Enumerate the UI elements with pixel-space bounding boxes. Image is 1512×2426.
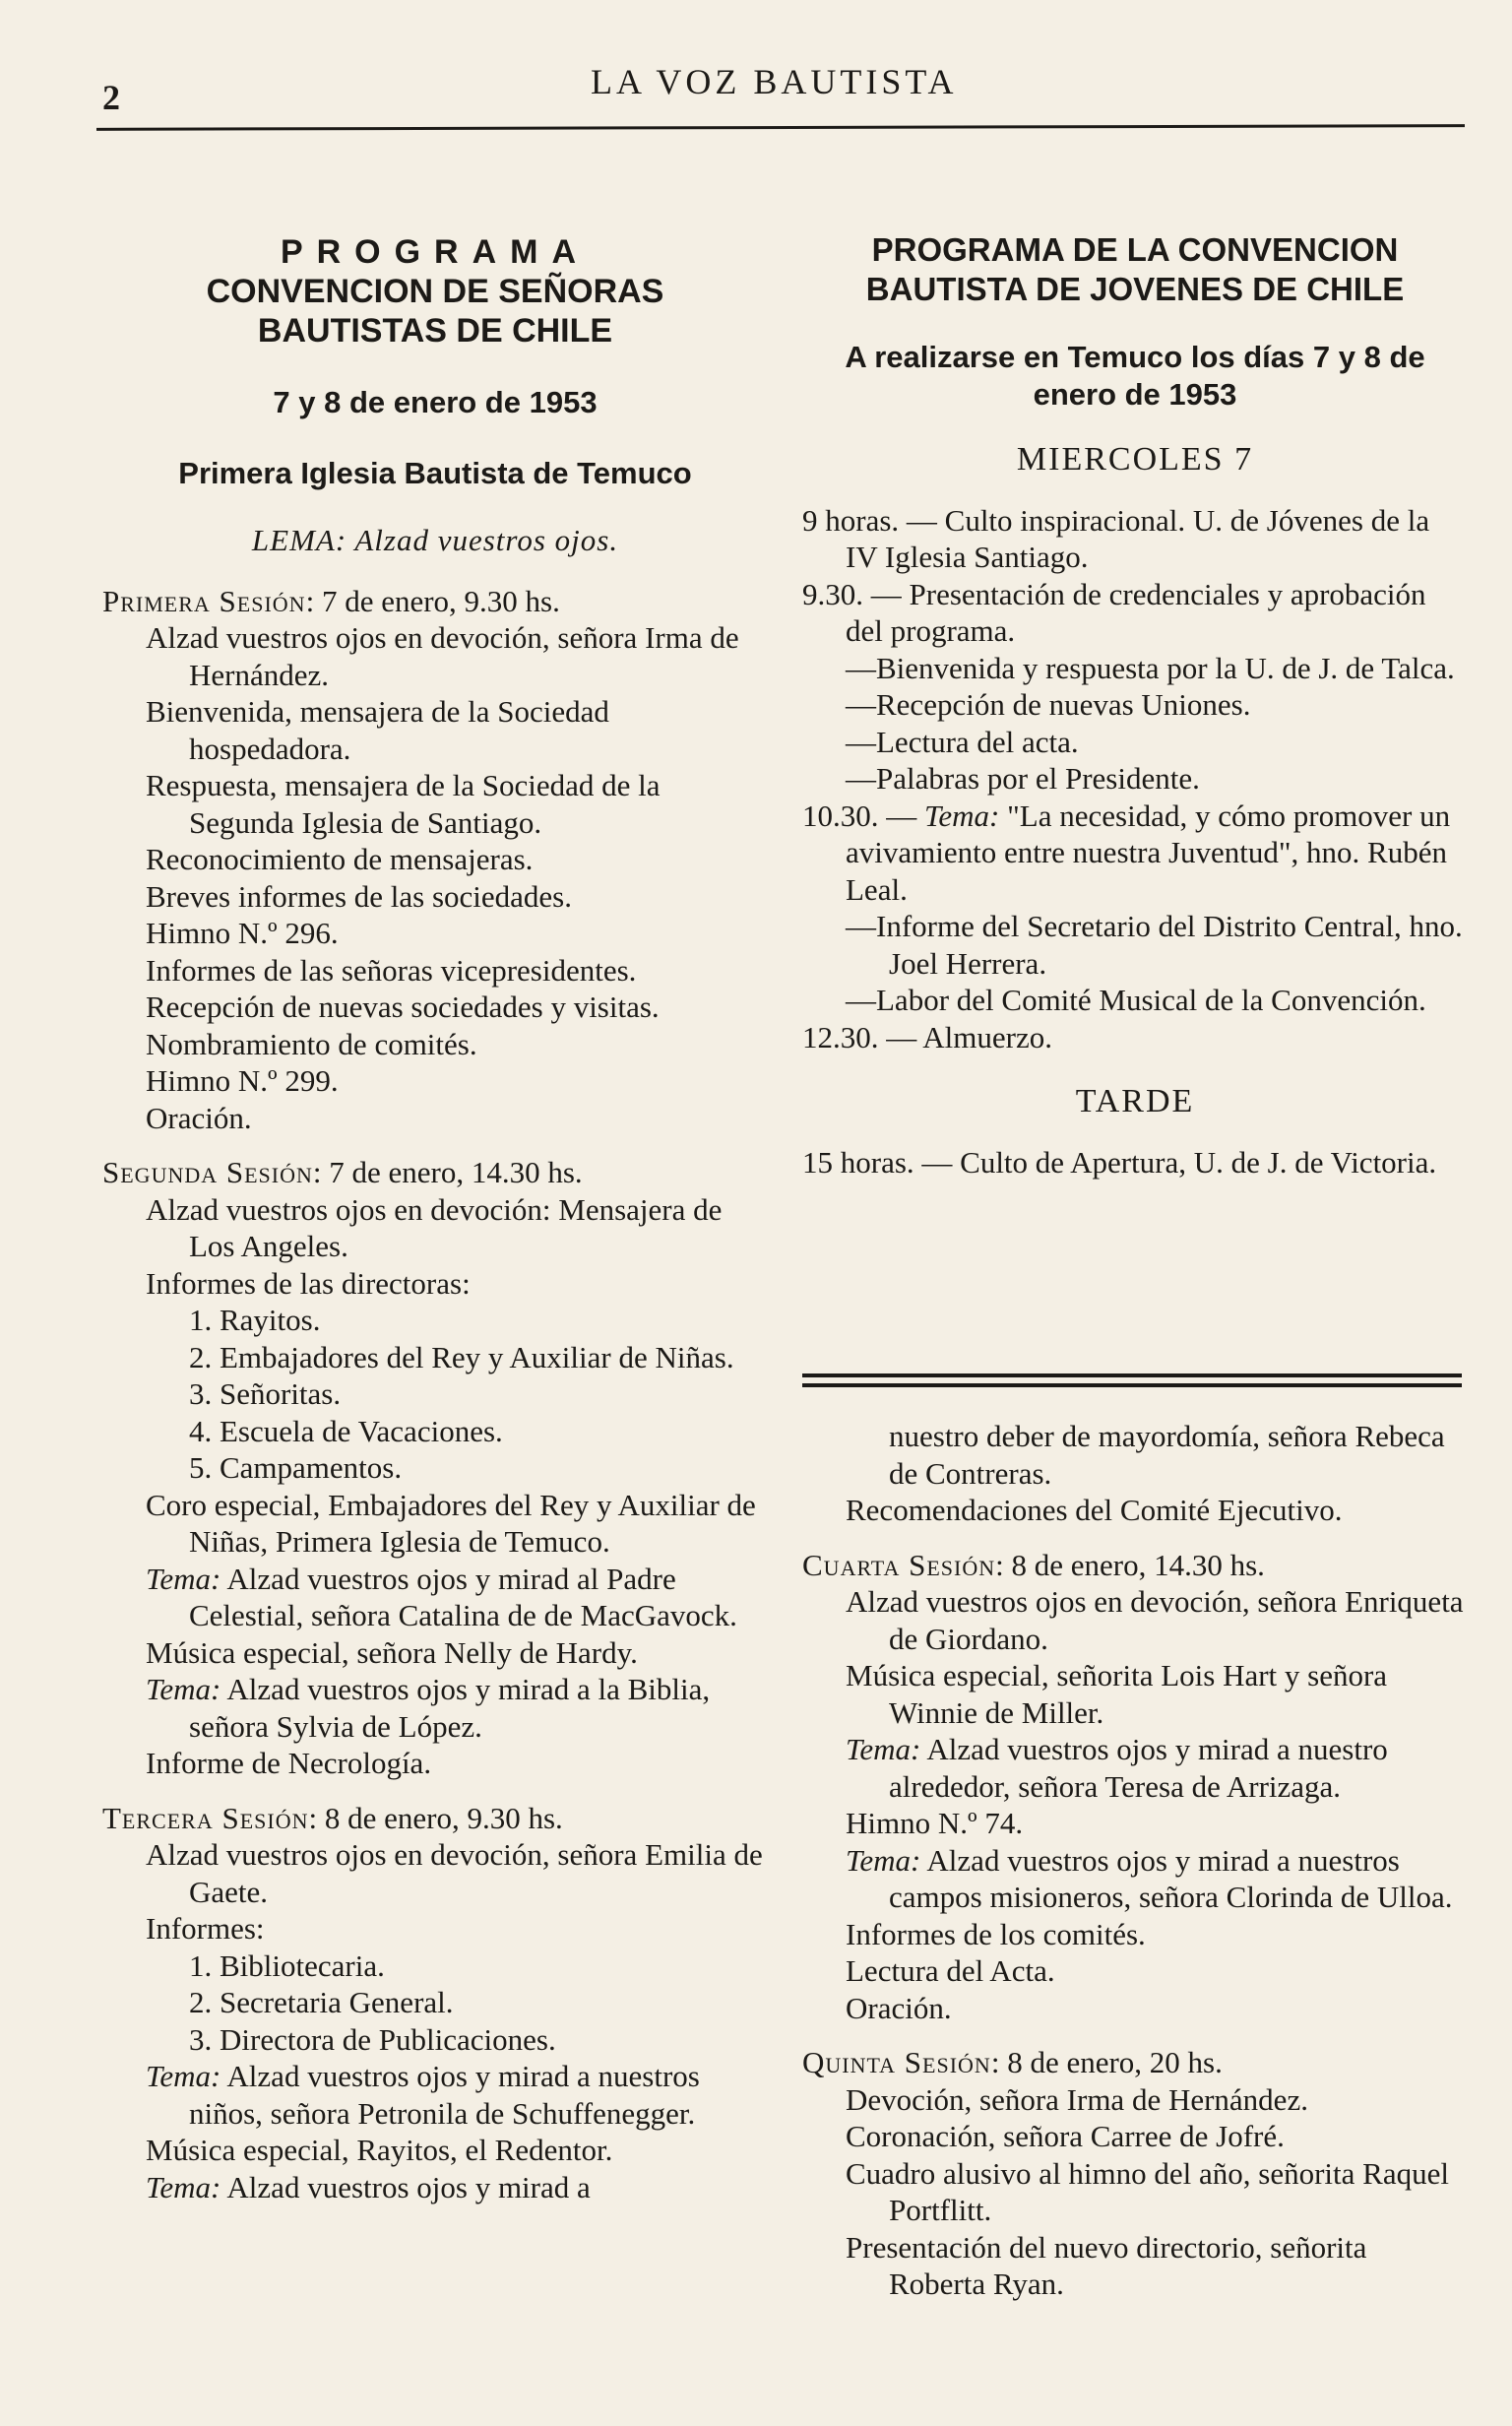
list-item: Informes: — [146, 1911, 265, 1946]
list-item: Informes de las directoras: — [146, 1265, 471, 1301]
list-item: Alzad vuestros ojos en devoción: Mensajera de Los Angeles. — [146, 1191, 723, 1263]
session-2-label: Segunda Sesión — [102, 1155, 313, 1189]
tema-text: Alzad vuestros ojos y mirad a nuestros niños, señora Petronila de Schuffenegger. — [189, 2059, 700, 2131]
list-item: Reconocimiento de mensajeras. — [146, 842, 534, 876]
tema-item — [102, 1561, 768, 1634]
divider-rule — [802, 1373, 1462, 1377]
session-2-when: : 7 de enero, 14.30 hs. — [312, 1155, 583, 1189]
list-item: Presentación del nuevo directorio, señorita Roberta Ryan. — [846, 2229, 1367, 2301]
numbered-item: 4. Escuela de Vacaciones. — [189, 1413, 503, 1448]
list-item: Himno N.º 299. — [146, 1063, 339, 1098]
tema-item — [802, 1842, 1468, 1916]
numbered-item: 3. Señoritas. — [189, 1376, 342, 1411]
tema-text: Alzad vuestros ojos y mirad a — [226, 2169, 591, 2204]
title-line-2: CONVENCION DE SEÑORAS — [206, 273, 664, 310]
tema-text: "La necesidad, y cómo promover un avivamiento entre nuestra Juventud", hno. Rubén Leal. — [846, 798, 1451, 907]
tema-label: Tema: — [846, 1842, 921, 1878]
title-line-1: PROGRAMA — [280, 233, 591, 271]
session-4-when: : 8 de enero, 14.30 hs. — [995, 1547, 1265, 1582]
tema-label: Tema: — [146, 2169, 221, 2204]
convention-dates: 7 y 8 de enero de 1953 — [273, 385, 598, 419]
numbered-item: 1. Bibliotecaria. — [189, 1947, 385, 1983]
session-1-label: Primera Sesión — [102, 583, 306, 618]
title-line-2: BAUTISTA DE JOVENES DE CHILE — [865, 271, 1405, 307]
tema-item — [802, 1731, 1468, 1805]
session-4-title — [802, 1547, 1468, 1584]
numbered-item: 2. Secretaria General. — [189, 1985, 454, 2019]
session-3-label: Tercera Sesión — [102, 1800, 309, 1835]
tema-text: Alzad vuestros ojos y mirad a nuestro alrededor, señora Teresa de Arrizaga. — [889, 1732, 1388, 1804]
list-item: Recepción de nuevas sociedades y visitas. — [146, 990, 660, 1024]
schedule-item: 9 horas. — Culto inspiracional. U. de Jóvenes de la IV Iglesia Santiago. — [802, 502, 1430, 574]
list-item: Devoción, señora Irma de Hernández. — [846, 2081, 1308, 2117]
session-1 — [102, 583, 768, 1137]
ladies-program-title — [102, 232, 768, 351]
session-4 — [802, 1547, 1468, 2027]
schedule-item: 15 horas. — Culto de Apertura, U. de J. de Victoria. — [802, 1144, 1437, 1180]
session-4-label: Cuarta Sesión — [802, 1547, 996, 1582]
header-rule — [96, 124, 1465, 131]
list-item: Cuadro alusivo al himno del año, señorita Raquel Portflitt. — [846, 2155, 1449, 2227]
title-line-1: PROGRAMA DE LA CONVENCION — [871, 231, 1399, 268]
list-item: Oración. — [846, 1990, 952, 2025]
list-item: Alzad vuestros ojos en devoción, señora Enriqueta de Giordano. — [846, 1584, 1464, 1656]
running-head: LA VOZ BAUTISTA — [591, 62, 958, 101]
left-column — [102, 226, 768, 2205]
page-number: 2 — [102, 78, 120, 117]
tema-label: Tema: — [924, 798, 1000, 833]
session-3 — [102, 1800, 768, 2206]
list-item: Nombramiento de comités. — [146, 1026, 477, 1061]
continued-item: nuestro deber de mayordomía, señora Rebeca de Contreras. — [889, 1419, 1445, 1491]
title-line-3: BAUTISTAS DE CHILE — [257, 312, 613, 350]
session-5-label: Quinta Sesión — [802, 2045, 991, 2079]
schedule-item — [802, 798, 1468, 909]
list-item: Alzad vuestros ojos en devoción, señora Irma de Hernández. — [146, 620, 739, 692]
tema-text: Alzad vuestros ojos y mirad al Padre Celestial, señora Catalina de de MacGavock. — [189, 1561, 737, 1632]
session-2 — [102, 1154, 768, 1782]
divider-rule — [802, 1383, 1462, 1387]
youth-subtitle: A realizarse en Temuco los días 7 y 8 de enero de 1953 — [845, 340, 1425, 412]
session-5-title — [802, 2044, 1468, 2081]
list-item: Himno N.º 74. — [846, 1806, 1024, 1840]
session-1-title — [102, 583, 768, 620]
list-item: Oración. — [146, 1100, 252, 1135]
list-item: Informe de Necrología. — [146, 1746, 432, 1780]
day-heading: MIERCOLES 7 — [1016, 441, 1254, 478]
session-3-when: : 8 de enero, 9.30 hs. — [308, 1800, 563, 1835]
tema-item — [102, 1671, 768, 1745]
numbered-item: 1. Rayitos. — [189, 1303, 321, 1337]
schedule-time: 10.30. — — [802, 798, 924, 833]
day-heading: TARDE — [1075, 1083, 1195, 1119]
schedule-subitem: —Bienvenida y respuesta por la U. de J. de Talca. — [846, 650, 1455, 685]
session-2-title — [102, 1154, 768, 1191]
tema-label: Tema: — [146, 2059, 221, 2093]
list-item: Alzad vuestros ojos en devoción, señora Emilia de Gaete. — [146, 1837, 763, 1909]
tema-text: Alzad vuestros ojos y mirad a la Biblia, señora Sylvia de López. — [189, 1672, 711, 1744]
session-3-title — [102, 1800, 768, 1837]
numbered-item: 3. Directora de Publicaciones. — [189, 2021, 556, 2057]
numbered-item: 2. Embajadores del Rey y Auxiliar de Niñas. — [189, 1339, 734, 1374]
tema-label: Tema: — [146, 1561, 221, 1596]
right-column-bottom — [802, 1418, 1468, 2303]
list-item: Bienvenida, mensajera de la Sociedad hospedadora. — [146, 694, 609, 766]
session-5 — [802, 2044, 1468, 2303]
schedule-subitem: —Palabras por el Presidente. — [846, 761, 1200, 796]
list-item: Respuesta, mensajera de la Sociedad de la Segunda Iglesia de Santiago. — [146, 768, 661, 840]
tema-label: Tema: — [146, 1672, 221, 1706]
tema-text: Alzad vuestros ojos y mirad a nuestros campos misioneros, señora Clorinda de Ulloa. — [889, 1842, 1453, 1914]
list-item: Himno N.º 296. — [146, 916, 339, 950]
tema-item — [102, 2058, 768, 2132]
schedule-item: 12.30. — Almuerzo. — [802, 1019, 1052, 1054]
venue: Primera Iglesia Bautista de Temuco — [178, 456, 692, 490]
list-item: Recomendaciones del Comité Ejecutivo. — [846, 1493, 1343, 1527]
list-item: Informes de las señoras vicepresidentes. — [146, 952, 637, 988]
schedule-subitem: —Labor del Comité Musical de la Convención. — [846, 983, 1426, 1017]
youth-program-title — [802, 230, 1468, 309]
list-item: Música especial, señorita Lois Hart y señora Winnie de Miller. — [846, 1658, 1388, 1730]
list-item: Música especial, señora Nelly de Hardy. — [146, 1634, 638, 1670]
schedule-subitem: —Informe del Secretario del Distrito Central, hno. Joel Herrera. — [846, 909, 1463, 981]
schedule-item: 9.30. — Presentación de credenciales y aprobación del programa. — [802, 576, 1426, 648]
list-item: Coro especial, Embajadores del Rey y Auxiliar de Niñas, Primera Iglesia de Temuco. — [146, 1487, 756, 1559]
list-item: Lectura del Acta. — [846, 1953, 1055, 1988]
right-column-top — [802, 224, 1468, 1181]
tema-label: Tema: — [846, 1732, 921, 1766]
schedule-subitem: —Lectura del acta. — [846, 724, 1079, 759]
numbered-item: 5. Campamentos. — [189, 1450, 403, 1485]
list-item: Informes de los comités. — [846, 1916, 1146, 1951]
list-item: Coronación, señora Carree de Jofré. — [846, 2119, 1285, 2153]
session-5-when: : 8 de enero, 20 hs. — [990, 2045, 1223, 2079]
session-1-when: : 7 de enero, 9.30 hs. — [305, 583, 560, 618]
tema-item — [102, 2169, 768, 2206]
list-item: Breves informes de las sociedades. — [146, 878, 573, 914]
lema: LEMA: Alzad vuestros ojos. — [251, 523, 619, 557]
schedule-subitem: —Recepción de nuevas Uniones. — [846, 687, 1251, 722]
list-item: Música especial, Rayitos, el Redentor. — [146, 2133, 613, 2167]
